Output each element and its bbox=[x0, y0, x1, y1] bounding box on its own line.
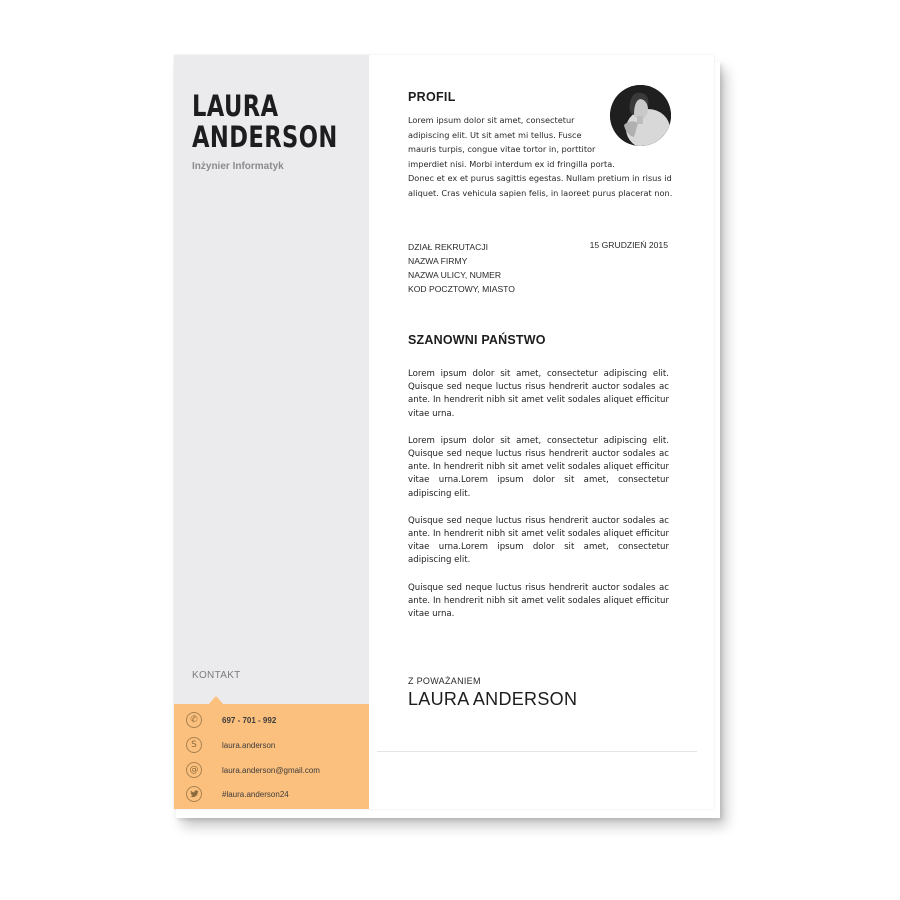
salutation: SZANOWNI PAŃSTWO bbox=[408, 333, 546, 347]
sidebar bbox=[174, 55, 369, 809]
contact-skype bbox=[186, 735, 275, 755]
contact-box bbox=[174, 704, 369, 809]
contact-email-text[interactable]: laura.anderson@gmail.com bbox=[222, 765, 320, 775]
contact-phone-text: 697 - 701 - 992 bbox=[222, 715, 277, 725]
job-title: Inżynier Informatyk bbox=[192, 161, 284, 172]
email-icon: @ bbox=[186, 762, 202, 778]
address-line: KOD POCZTOWY, MIASTO bbox=[408, 284, 515, 294]
signature-name: LAURA ANDERSON bbox=[408, 689, 578, 709]
closing-phrase: Z POWAŻANIEM bbox=[408, 676, 481, 686]
contact-skype-text: laura.anderson bbox=[222, 740, 276, 750]
candidate-name bbox=[192, 91, 338, 153]
body-paragraph: Lorem ipsum dolor sit amet, consectetur adipiscing elit. Quisque sed neque luctus risus hendrerit auctor sodales ac ante. In hendrerit nibh sit amet velit sodales aliquet efficitur vitae urna.Lorem ipsum dolor sit amet, consectetur adipiscing elit. bbox=[408, 435, 669, 499]
address-line: NAZWA FIRMY bbox=[408, 256, 468, 266]
profile-line: adipiscing elit. Ut sit amet mi tellus. Fusce bbox=[408, 129, 582, 140]
letter-body bbox=[408, 368, 669, 635]
twitter-icon bbox=[186, 786, 202, 802]
address-line: NAZWA ULICY, NUMER bbox=[408, 270, 502, 280]
profile-line: mauris turpis, congue vitae tortor in, porttitor bbox=[408, 144, 596, 155]
letter-date: 15 GRUDZIEŃ 2015 bbox=[589, 240, 668, 250]
name-line-first: LAURA bbox=[192, 89, 279, 123]
contact-phone bbox=[186, 710, 276, 730]
footer-divider bbox=[377, 751, 697, 752]
contact-twitter bbox=[186, 784, 289, 804]
profile-line: Donec et ex et purus sagittis egestas. Nullam pretium in risus id bbox=[408, 173, 672, 184]
body-paragraph: Quisque sed neque luctus risus hendrerit auctor sodales ac ante. In hendrerit nibh sit amet velit sodales aliquet efficitur vitae urna.Lorem ipsum dolor sit amet, consectetur adipiscing elit. bbox=[408, 515, 669, 566]
contact-email bbox=[186, 760, 320, 780]
cover-letter-page bbox=[174, 55, 714, 809]
contact-twitter-text: #laura.anderson24 bbox=[222, 789, 289, 799]
phone-icon: ✆ bbox=[186, 712, 202, 728]
skype-icon: S bbox=[186, 737, 202, 753]
contact-heading: KONTAKT bbox=[192, 670, 241, 681]
body-paragraph: Lorem ipsum dolor sit amet, consectetur adipiscing elit. Quisque sed neque luctus risus hendrerit auctor sodales ac ante. In hendrerit nibh sit amet velit sodales aliquet efficitur vitae urna. bbox=[408, 369, 669, 419]
recipient-address bbox=[408, 240, 515, 296]
profile-line: imperdiet nisi. Morbi interdum ex id fringilla porta. bbox=[408, 158, 615, 169]
address-line: DZIAŁ REKRUTACJI bbox=[408, 242, 489, 252]
name-line-last: ANDERSON bbox=[192, 120, 338, 154]
body-paragraph: Quisque sed neque luctus risus hendrerit auctor sodales ac ante. In hendrerit nibh sit amet velit sodales aliquet efficitur vitae urna. bbox=[408, 582, 669, 620]
profile-line: Lorem ipsum dolor sit amet, consectetur bbox=[408, 115, 575, 125]
profile-heading: PROFIL bbox=[408, 90, 456, 104]
profile-line: aliquet. Cras vehicula sapien felis, in laoreet purus placerat non. bbox=[408, 187, 673, 198]
profile-text bbox=[408, 113, 676, 201]
main-column bbox=[369, 55, 714, 809]
